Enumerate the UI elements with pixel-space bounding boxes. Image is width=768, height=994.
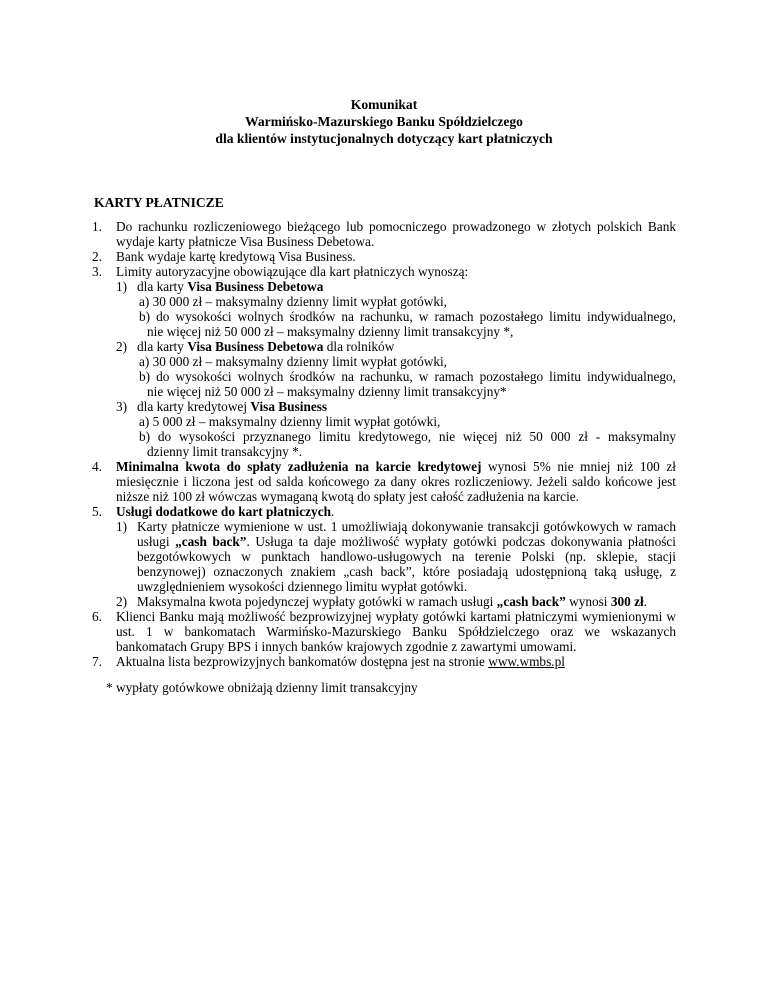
item-6-line-3: bankomatach Grupy BPS i innych banków krajowych zgodnie z zawartymi umowami.	[116, 639, 577, 654]
item-3-2-a: a) 30 000 zł – maksymalny dzienny limit wypłat gotówki,	[139, 354, 447, 369]
item-3-number: 3.	[92, 264, 102, 279]
item-5-2-line-1: Maksymalna kwota pojedynczej wypłaty gotówki w ramach usługi „cash back” wynosi 300 zł.	[137, 594, 648, 609]
item-5-heading: Usługi dodatkowe do kart płatniczych.	[116, 504, 335, 519]
item-5-1-line-4: benzynowej) oznaczonych znakiem „cash back”, które posiadają udostępnioną taką usługę, z	[137, 564, 676, 579]
item-1-number: 1.	[92, 219, 102, 234]
title-line-1: Komunikat	[350, 97, 418, 112]
item-1-line-1: Do rachunku rozliczeniowego bieżącego lub pomocniczego prowadzonego w złotych polskich Bank	[116, 219, 676, 234]
website-link[interactable]: www.wmbs.pl	[488, 654, 565, 669]
item-5-1-number: 1)	[116, 519, 128, 534]
item-3-1-number: 1)	[116, 279, 128, 294]
item-3-1-b-line-2: nie więcej niż 50 000 zł – maksymalny dzienny limit transakcyjny *,	[147, 324, 514, 339]
item-5-1-line-1: Karty płatnicze wymienione w ust. 1 umożliwiają dokonywanie transakcji gotówkowych w ramach	[137, 519, 676, 534]
item-3-2-b-line-2: nie więcej niż 50 000 zł – maksymalny dzienny limit transakcyjny*	[147, 384, 507, 399]
item-5-1-line-5: uwzględnieniem wysokości dziennego limitu wypłat gotówki.	[137, 579, 468, 594]
item-6-line-2: ust. 1 w bankomatach Warmińsko-Mazurskiego Banku Spółdzielczego oraz we wskazanych	[116, 624, 676, 639]
item-3-3-b-line-1: b) do wysokości przyznanego limitu kredytowego, nie więcej niż 50 000 zł - maksymalny	[139, 429, 676, 444]
item-1-line-2: wydaje karty płatnicze Visa Business Debetowa.	[116, 234, 375, 249]
title-line-2: Warmińsko-Mazurskiego Banku Spółdzielczego	[245, 114, 523, 129]
item-3-3-number: 3)	[116, 399, 128, 414]
item-3-3-b-line-2: dzienny limit transakcyjny *.	[147, 444, 303, 459]
document-title	[0, 96, 768, 147]
item-2-number: 2.	[92, 249, 102, 264]
item-3-2-heading: dla karty Visa Business Debetowa dla rolników	[137, 339, 395, 354]
item-6-line-1: Klienci Banku mają możliwość bezprowizyjnej wypłaty gotówki kartami płatniczymi wymienionymi w	[116, 609, 676, 624]
item-4-line-3: niższe niż 100 zł wówczas wymaganą kwotą do spłaty jest całość zadłużenia na karcie.	[116, 489, 579, 504]
item-5-1-line-3: bezgotówkowych w punktach handlowo-usługowych na terenie Polski (np. sklepie, stacji	[137, 549, 676, 564]
item-3-1-heading: dla karty Visa Business Debetowa	[137, 279, 324, 294]
title-line-3: dla klientów instytucjonalnych dotyczący kart płatniczych	[215, 131, 553, 146]
item-3-2-b-line-1: b) do wysokości wolnych środków na rachunku, w ramach pozostałego limitu indywidualnego,	[139, 369, 676, 384]
item-3-line-1: Limity autoryzacyjne obowiązujące dla kart płatniczych wynoszą:	[116, 264, 469, 279]
item-6-number: 6.	[92, 609, 102, 624]
section-heading: KARTY PŁATNICZE	[94, 195, 224, 210]
item-7-number: 7.	[92, 654, 102, 669]
item-5-2-number: 2)	[116, 594, 128, 609]
item-5-number: 5.	[92, 504, 102, 519]
item-4-line-1: Minimalna kwota do spłaty zadłużenia na karcie kredytowej wynosi 5% nie mniej niż 100 zł	[116, 459, 676, 474]
item-2-line-1: Bank wydaje kartę kredytową Visa Business.	[116, 249, 356, 264]
item-3-2-number: 2)	[116, 339, 128, 354]
item-4-line-2: miesięcznie i liczona jest od salda końcowego za dany okres rozliczeniowy. Jeżeli saldo końcowe jest	[116, 474, 676, 489]
item-3-1-a: a) 30 000 zł – maksymalny dzienny limit wypłat gotówki,	[139, 294, 447, 309]
footnote: * wypłaty gotówkowe obniżają dzienny limit transakcyjny	[106, 680, 418, 695]
item-5-1-line-2: usługi „cash back”. Usługa ta daje możliwość wypłaty gotówki podczas dokonywania płatności	[137, 534, 676, 549]
item-4-number: 4.	[92, 459, 102, 474]
item-7-line-1: Aktualna lista bezprowizyjnych bankomatów dostępna jest na stronie www.wmbs.pl	[116, 654, 565, 669]
item-3-1-b-line-1: b) do wysokości wolnych środków na rachunku, w ramach pozostałego limitu indywidualnego,	[139, 309, 676, 324]
item-3-3-heading: dla karty kredytowej Visa Business	[137, 399, 328, 414]
item-3-3-a: a) 5 000 zł – maksymalny dzienny limit wypłat gotówki,	[139, 414, 441, 429]
